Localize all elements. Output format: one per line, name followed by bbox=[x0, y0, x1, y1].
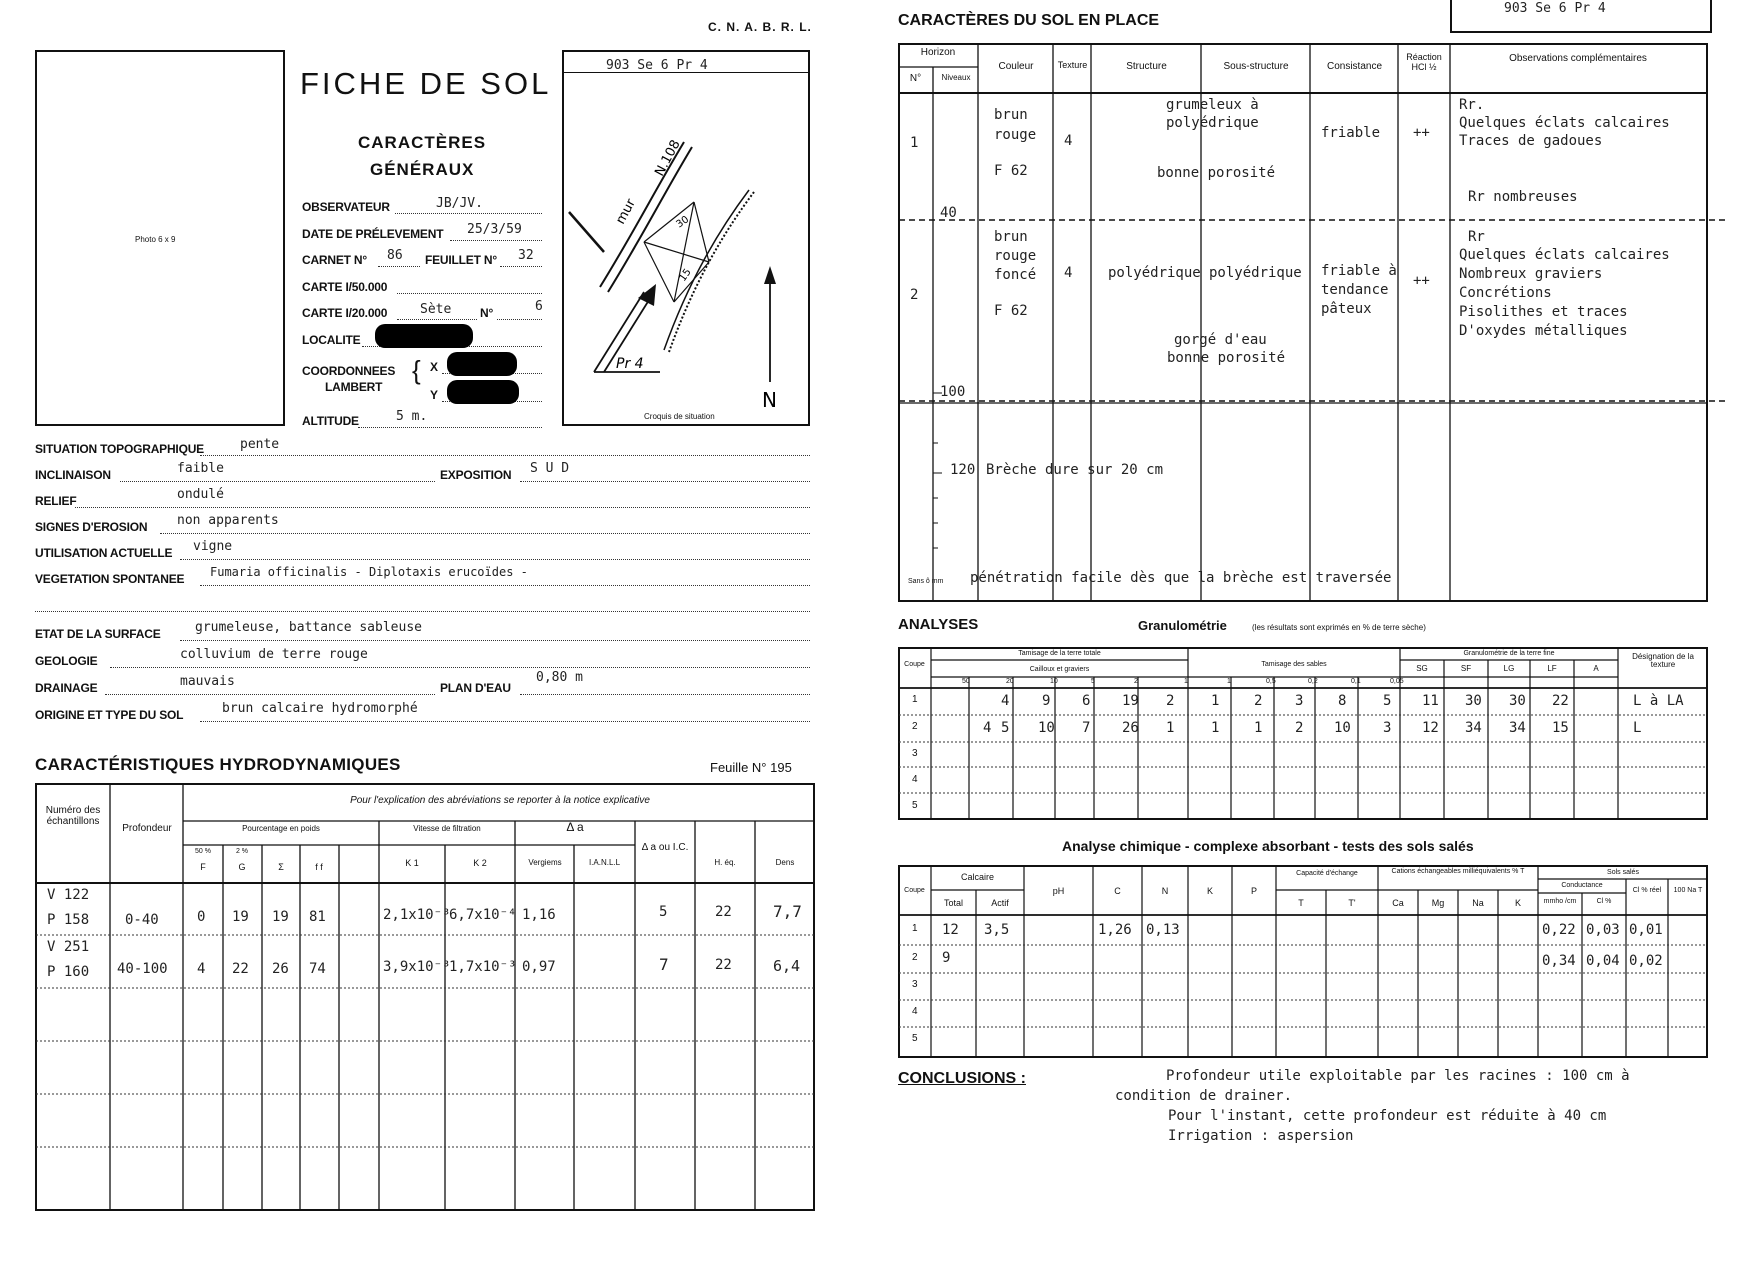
c1-c: 1,26 bbox=[1098, 922, 1132, 938]
vegetation-value: Fumaria officinalis - Diplotaxis erucoïdes - bbox=[210, 565, 528, 579]
granulo-coupe-1: 1 bbox=[912, 694, 918, 705]
g1-s3: 2 bbox=[1254, 693, 1263, 709]
c2-cl: 0,04 bbox=[1586, 953, 1620, 969]
hdr-horizon: Horizon bbox=[920, 47, 956, 58]
chem-h-na: Na bbox=[1472, 898, 1484, 908]
g1-s5: 8 bbox=[1338, 693, 1347, 709]
north-label: N bbox=[762, 388, 777, 412]
inclinaison-label: INCLINAISON bbox=[35, 468, 111, 482]
h2-couleur-3: foncé bbox=[994, 267, 1037, 283]
hydro-sub-50: 50 % bbox=[195, 848, 211, 855]
exposition-label: EXPOSITION bbox=[440, 468, 512, 482]
hydro-r2-num2: P 160 bbox=[47, 964, 90, 980]
erosion-label: SIGNES D'EROSION bbox=[35, 520, 148, 534]
hydro-r2-s: 26 bbox=[272, 961, 289, 977]
observateur-label: OBSERVATEUR bbox=[302, 200, 390, 214]
horizon-table-content bbox=[898, 43, 1708, 603]
hydro-r2-dens: 6,4 bbox=[773, 957, 801, 975]
h1-obs-2: Quelques éclats calcaires bbox=[1459, 115, 1670, 131]
g2-v10: 10 bbox=[1038, 720, 1055, 736]
carte20-value: Sète bbox=[420, 302, 452, 317]
granulo-coupe-2: 2 bbox=[912, 721, 918, 732]
hydro-h-g: G bbox=[238, 862, 246, 872]
altitude-label: ALTITUDE bbox=[302, 414, 359, 428]
h1-couleur-1: brun bbox=[994, 107, 1028, 123]
c1-total: 12 bbox=[942, 922, 959, 938]
granulo-title: Granulométrie bbox=[1138, 618, 1227, 633]
chem-h-actif: Actif bbox=[991, 898, 1009, 908]
depth-40: 40 bbox=[940, 205, 957, 221]
drainage-label: DRAINAGE bbox=[35, 681, 98, 695]
g1-v2: 19 bbox=[1122, 693, 1139, 709]
chem-coupe-3: 3 bbox=[912, 979, 918, 990]
g2-s4: 2 bbox=[1295, 720, 1304, 736]
hydro-table-content bbox=[35, 783, 815, 1213]
altitude-value: 5 m. bbox=[396, 409, 428, 424]
g1-lf: 30 bbox=[1509, 693, 1526, 709]
chem-h-c: C bbox=[1114, 886, 1121, 896]
g2-lf: 34 bbox=[1509, 720, 1526, 736]
g2-v50: 4 bbox=[983, 720, 992, 736]
utilisation-label: UTILISATION ACTUELLE bbox=[35, 546, 173, 560]
observateur-value: JB/JV. bbox=[436, 196, 483, 211]
granulo-size-5: 5 bbox=[1091, 678, 1095, 685]
sketch-dist-a: 30 bbox=[674, 214, 692, 231]
hydro-col-delta: Δ a bbox=[566, 820, 584, 834]
g1-sg: 5 bbox=[1383, 693, 1392, 709]
sketch-wall-label: mur bbox=[613, 196, 639, 227]
chem-h-coupe: Coupe bbox=[904, 887, 925, 894]
sketch-road-label: N.108 bbox=[652, 137, 684, 179]
hydro-r1-k2: 6,7x10⁻⁴ bbox=[449, 907, 517, 923]
h1-obs-3: Traces de gadoues bbox=[1459, 133, 1603, 149]
feuillet-line bbox=[500, 266, 542, 267]
hydro-r1-f: 0 bbox=[197, 909, 206, 925]
feuillet-label: FEUILLET N° bbox=[425, 253, 497, 267]
g2-s5: 10 bbox=[1334, 720, 1351, 736]
hydro-h-verg: Vergiems bbox=[528, 858, 562, 867]
right-ref-box bbox=[1450, 0, 1712, 33]
h1-couleur-2: rouge bbox=[994, 127, 1037, 143]
c2-total: 9 bbox=[942, 950, 951, 966]
date-label: DATE DE PRÉLEVEMENT bbox=[302, 227, 444, 241]
chem-h-capacite: Capacité d'échange bbox=[1296, 870, 1358, 877]
chem-h-k: K bbox=[1206, 886, 1213, 896]
utilisation-value: vigne bbox=[193, 539, 233, 554]
hydro-r1-verg: 1,16 bbox=[522, 907, 556, 923]
org-code: C. N. A. B. R. L. bbox=[708, 20, 812, 34]
g2-v20: 5 bbox=[1001, 720, 1010, 736]
hydro-h-dens: Dens bbox=[775, 858, 795, 867]
hydro-r1-k1: 2,1x10⁻³ bbox=[383, 907, 451, 923]
granulo-size-1b: 1 bbox=[1227, 678, 1231, 685]
h2-sous-3: bonne porosité bbox=[1167, 350, 1286, 366]
hydro-feuille: Feuille N° 195 bbox=[710, 760, 792, 775]
vegetation-label: VEGETATION SPONTANEE bbox=[35, 572, 185, 586]
c2-cl2: 0,02 bbox=[1629, 953, 1663, 969]
bottom-label: Sans ô mm bbox=[908, 578, 944, 585]
localite-label: LOCALITE bbox=[302, 333, 361, 347]
feuillet-value: 32 bbox=[518, 248, 534, 263]
g1-sf: 11 bbox=[1422, 693, 1439, 709]
g2-s1: 1 bbox=[1166, 720, 1175, 736]
granulo-coupe-4: 4 bbox=[912, 774, 918, 785]
date-value: 25/3/59 bbox=[467, 222, 522, 237]
chem-title: Analyse chimique - complexe absorbant - tests des sols salés bbox=[1062, 838, 1474, 854]
carte20-line bbox=[397, 319, 477, 320]
h2-consistance-3: pâteux bbox=[1321, 301, 1372, 317]
g2-lg: 34 bbox=[1465, 720, 1482, 736]
hydro-r2-prof: 40-100 bbox=[117, 961, 168, 977]
chem-coupe-5: 5 bbox=[912, 1033, 918, 1044]
hydro-r2-k1: 3,9x10⁻³ bbox=[383, 959, 451, 975]
section-subtitle-2: GÉNÉRAUX bbox=[370, 160, 475, 179]
h2-hcl: ++ bbox=[1413, 273, 1430, 289]
h2-structure: polyédrique bbox=[1108, 265, 1201, 281]
chem-h-na100: 100 Na T bbox=[1673, 887, 1703, 894]
conclusion-line-3: Pour l'instant, cette profondeur est réduite à 40 cm bbox=[1168, 1108, 1607, 1124]
no-value: 6 bbox=[535, 299, 543, 314]
hydro-r1-delta: 5 bbox=[659, 904, 668, 920]
hydro-r2-verg: 0,97 bbox=[522, 959, 556, 975]
hydro-r2-delta: 7 bbox=[659, 955, 669, 974]
g2-a: 15 bbox=[1552, 720, 1569, 736]
geologie-line bbox=[110, 667, 810, 668]
g2-v5: 7 bbox=[1082, 720, 1091, 736]
granulo-size-01: 0,1 bbox=[1351, 678, 1361, 685]
hdr-structure: Structure bbox=[1126, 61, 1167, 72]
situation-sketch bbox=[564, 52, 808, 424]
hydro-h-delta: Δ a ou I.C. bbox=[641, 842, 689, 853]
coord-brace: { bbox=[412, 355, 421, 385]
chem-h-k2: K bbox=[1514, 898, 1521, 908]
x-redaction bbox=[447, 352, 517, 376]
g2-s3: 1 bbox=[1254, 720, 1263, 736]
surface-line bbox=[180, 640, 810, 641]
analyses-title: ANALYSES bbox=[898, 616, 979, 633]
carte50-line bbox=[397, 293, 542, 294]
hdr-texture: Texture bbox=[1057, 60, 1088, 70]
no-line bbox=[497, 319, 542, 320]
hydro-h-f: F bbox=[200, 862, 206, 872]
chem-table-content bbox=[898, 865, 1710, 1060]
chem-h-calcaire: Calcaire bbox=[960, 872, 994, 882]
vegetation-line bbox=[200, 585, 810, 586]
sketch-ref: 903 Se 6 Pr 4 bbox=[606, 58, 708, 73]
drainage-value: mauvais bbox=[180, 674, 235, 689]
hdr-obs: Observations complémentaires bbox=[1509, 53, 1647, 64]
granulo-h-tamisage: Tamisage de la terre totale bbox=[1018, 650, 1101, 657]
exposition-value: S U D bbox=[530, 461, 570, 476]
sketch-box bbox=[562, 50, 810, 426]
g1-lg: 30 bbox=[1465, 693, 1482, 709]
surface-value: grumeleuse, battance sableuse bbox=[195, 620, 422, 635]
hydro-h-k2: K 2 bbox=[473, 858, 487, 868]
granulo-h-coupe: Coupe bbox=[904, 661, 925, 668]
erosion-value: non apparents bbox=[177, 513, 279, 528]
h2-no: 2 bbox=[910, 287, 919, 303]
h2-obs-2: Quelques éclats calcaires bbox=[1459, 247, 1670, 263]
h1-structure-2: polyédrique bbox=[1166, 115, 1259, 131]
granulo-fine-a: A bbox=[1593, 664, 1599, 673]
h1-consistance: friable bbox=[1321, 125, 1381, 141]
chem-h-cl2: Cl % réel bbox=[1632, 887, 1662, 894]
hydro-r1-ff: 81 bbox=[309, 909, 326, 925]
h2-couleur-1: brun bbox=[994, 229, 1028, 245]
localite-redaction bbox=[375, 324, 473, 348]
h2-sous-2: gorgé d'eau bbox=[1174, 332, 1267, 348]
photo-label: Photo 6 x 9 bbox=[135, 235, 176, 244]
plan-line bbox=[520, 694, 810, 695]
granulo-size-10: 10 bbox=[1050, 678, 1058, 685]
hydro-r2-ff: 74 bbox=[309, 961, 326, 977]
hydro-r1-g: 19 bbox=[232, 909, 249, 925]
c1-cl: 0,03 bbox=[1586, 922, 1620, 938]
sketch-caption: Croquis de situation bbox=[644, 412, 715, 421]
granulo-fine-sg: SG bbox=[1416, 664, 1428, 673]
carnet-value: 86 bbox=[387, 248, 403, 263]
depth-120: 120 bbox=[950, 462, 976, 478]
h1-structure-1: grumeleux à bbox=[1166, 97, 1259, 113]
c1-n: 0,13 bbox=[1146, 922, 1180, 938]
granulo-coupe-5: 5 bbox=[912, 800, 918, 811]
chem-h-conduct: Conductance bbox=[1561, 882, 1603, 889]
granulo-size-1: 1 bbox=[1184, 678, 1188, 685]
origine-value: brun calcaire hydromorphé bbox=[222, 701, 418, 716]
hdr-no: N° bbox=[909, 73, 922, 84]
chem-h-n: N bbox=[1161, 886, 1169, 896]
chem-h-cl: Cl % bbox=[1596, 898, 1612, 905]
h2-consistance-1: friable à bbox=[1321, 263, 1397, 279]
hydro-h-heq: H. éq. bbox=[714, 858, 736, 867]
drainage-line bbox=[105, 694, 435, 695]
g2-sg: 3 bbox=[1383, 720, 1392, 736]
inclinaison-value: faible bbox=[177, 461, 224, 476]
c2-cond: 0,34 bbox=[1542, 953, 1576, 969]
chem-h-sels: Sols salés bbox=[1607, 869, 1639, 876]
right-title: CARACTÈRES DU SOL EN PLACE bbox=[898, 12, 1160, 29]
situation-label: SITUATION TOPOGRAPHIQUE bbox=[35, 442, 204, 456]
h2-obs-1: Rr bbox=[1468, 229, 1485, 245]
altitude-line bbox=[358, 427, 542, 428]
section-subtitle-1: CARACTÈRES bbox=[358, 133, 487, 152]
y-label: Y bbox=[430, 388, 438, 402]
h1-couleur-3: F 62 bbox=[994, 163, 1028, 179]
hydro-r2-g: 22 bbox=[232, 961, 249, 977]
g1-s1: 2 bbox=[1166, 693, 1175, 709]
granulo-coupe-3: 3 bbox=[912, 748, 918, 759]
h2-couleur-4: F 62 bbox=[994, 303, 1028, 319]
situation-value: pente bbox=[240, 437, 280, 452]
granulo-size-2: 2 bbox=[1134, 678, 1138, 685]
geologie-label: GEOLOGIE bbox=[35, 654, 98, 668]
origine-line bbox=[200, 721, 810, 722]
h2-obs-5: Pisolithes et traces bbox=[1459, 304, 1628, 320]
granulo-h-cailloux: Cailloux et graviers bbox=[1029, 666, 1090, 673]
y-redaction bbox=[447, 380, 519, 404]
situation-line bbox=[200, 455, 810, 456]
granulo-size-50: 50 bbox=[962, 678, 970, 685]
g1-v5: 6 bbox=[1082, 693, 1091, 709]
granulo-table-content bbox=[898, 647, 1710, 822]
hydro-r1-dens: 7,7 bbox=[773, 902, 802, 921]
granulo-fine-sf: SF bbox=[1460, 664, 1472, 673]
utilisation-line bbox=[180, 559, 810, 560]
c1-actif: 3,5 bbox=[984, 922, 1010, 938]
granulo-fine-lf: LF bbox=[1547, 664, 1557, 673]
observateur-line bbox=[395, 213, 542, 214]
hydro-r1-s: 19 bbox=[272, 909, 289, 925]
chem-h-p: P bbox=[1250, 886, 1257, 896]
h1-hcl: ++ bbox=[1413, 125, 1430, 141]
hydro-r2-heq: 22 bbox=[715, 957, 732, 973]
carnet-label: CARNET N° bbox=[302, 253, 367, 267]
depth-100: 100 bbox=[940, 384, 966, 400]
hydro-note: Pour l'explication des abréviations se reporter à la notice explicative bbox=[350, 795, 650, 806]
granulo-h-designation: Désignation de la texture bbox=[1632, 652, 1694, 670]
g2-s2: 1 bbox=[1211, 720, 1220, 736]
chem-h-ph: pH bbox=[1052, 886, 1065, 896]
hydro-r1-num1: V 122 bbox=[47, 887, 90, 903]
chem-coupe-2: 2 bbox=[912, 952, 918, 963]
granulo-size-05: 0,5 bbox=[1266, 678, 1276, 685]
hydro-h-ff: f f bbox=[315, 862, 323, 872]
carte50-label: CARTE I/50.000 bbox=[302, 280, 388, 294]
c1-cl2: 0,01 bbox=[1629, 922, 1663, 938]
granulo-note: (les résultats sont exprimés en % de terre sèche) bbox=[1252, 623, 1426, 632]
g1-v20: 4 bbox=[1001, 693, 1010, 709]
h1-no: 1 bbox=[910, 135, 919, 151]
carnet-line bbox=[378, 266, 420, 267]
hydro-r1-heq: 22 bbox=[715, 904, 732, 920]
no-label: N° bbox=[480, 306, 494, 320]
hydro-col-vit: Vitesse de filtration bbox=[413, 824, 481, 833]
hydro-title: CARACTÉRISTIQUES HYDRODYNAMIQUES bbox=[35, 755, 401, 774]
h2-couleur-2: rouge bbox=[994, 248, 1037, 264]
granulo-fine-lg: LG bbox=[1503, 664, 1515, 673]
hdr-consistance: Consistance bbox=[1326, 61, 1383, 72]
g2-v2: 26 bbox=[1122, 720, 1139, 736]
hydro-col-pct: Pourcentage en poids bbox=[242, 824, 320, 833]
relief-line bbox=[75, 507, 810, 508]
granulo-size-02: 0,2 bbox=[1308, 678, 1318, 685]
hydro-r1-prof: 0-40 bbox=[125, 912, 159, 928]
h1-structure-3: bonne porosité bbox=[1157, 165, 1276, 181]
sketch-pr-label: Pr 4 bbox=[616, 356, 644, 372]
hydro-r2-f: 4 bbox=[197, 961, 206, 977]
conclusion-line-2: condition de drainer. bbox=[1115, 1088, 1293, 1104]
hdr-reaction: Réaction HCl ½ bbox=[1406, 52, 1442, 72]
hydro-h-k1: K 1 bbox=[405, 858, 419, 868]
h1-obs-4: Rr nombreuses bbox=[1468, 189, 1578, 205]
hydro-col-num: Numéro des échantillons bbox=[45, 805, 101, 827]
hydro-col-prof: Profondeur bbox=[122, 823, 172, 834]
breche-note: Brèche dure sur 20 cm bbox=[986, 462, 1164, 478]
erosion-line bbox=[160, 533, 810, 534]
g1-v10: 9 bbox=[1042, 693, 1051, 709]
surface-label: ETAT DE LA SURFACE bbox=[35, 627, 161, 641]
chem-h-tp: T' bbox=[1348, 898, 1356, 908]
relief-label: RELIEF bbox=[35, 494, 77, 508]
hdr-couleur: Couleur bbox=[998, 61, 1034, 72]
granulo-size-20: 20 bbox=[1006, 678, 1014, 685]
granulo-h-fine: Granulométrie de la terre fine bbox=[1463, 650, 1555, 657]
c1-cond: 0,22 bbox=[1542, 922, 1576, 938]
x-label: X bbox=[430, 360, 438, 374]
carte20-label: CARTE I/20.000 bbox=[302, 306, 388, 320]
origine-label: ORIGINE ET TYPE DU SOL bbox=[35, 708, 184, 722]
vegetation-line-2 bbox=[35, 611, 810, 612]
hydro-sub-2: 2 % bbox=[235, 848, 249, 855]
hydro-r2-k2: 1,7x10⁻³ bbox=[449, 959, 517, 975]
h2-texture: 4 bbox=[1064, 265, 1073, 281]
bottom-note: pénétration facile dès que la brèche est traversée bbox=[970, 570, 1392, 586]
plan-label: PLAN D'EAU bbox=[440, 681, 511, 695]
chem-h-cond-sub: mmho /cm bbox=[1543, 898, 1577, 905]
g1-s4: 3 bbox=[1295, 693, 1304, 709]
g1-a: 22 bbox=[1552, 693, 1569, 709]
hdr-sous: Sous-structure bbox=[1223, 61, 1289, 72]
chem-coupe-4: 4 bbox=[912, 1006, 918, 1017]
chem-h-cations: Cations échangeables milliéquivalents % T bbox=[1391, 868, 1525, 875]
exposition-line bbox=[520, 481, 810, 482]
hydro-r2-num1: V 251 bbox=[47, 939, 90, 955]
date-line bbox=[450, 240, 542, 241]
plan-value: 0,80 m bbox=[536, 670, 583, 685]
photo-box bbox=[35, 50, 285, 426]
chem-h-mg: Mg bbox=[1431, 898, 1445, 908]
right-ref: 903 Se 6 Pr 4 bbox=[1504, 1, 1606, 16]
coord-label-2: LAMBERT bbox=[325, 380, 383, 394]
hydro-r1-num2: P 158 bbox=[47, 912, 90, 928]
conclusion-line-4: Irrigation : aspersion bbox=[1168, 1128, 1354, 1144]
granulo-h-sables: Tamisage des sables bbox=[1261, 661, 1327, 668]
geologie-value: colluvium de terre rouge bbox=[180, 647, 368, 662]
hydro-h-sigma: Σ bbox=[278, 862, 284, 872]
sketch-dist-b: 15 bbox=[677, 266, 694, 284]
h2-consistance-2: tendance bbox=[1321, 282, 1389, 298]
coord-label-1: COORDONNEES bbox=[302, 364, 396, 378]
h1-texture: 4 bbox=[1064, 133, 1073, 149]
granulo-size-005: 0,05 bbox=[1390, 678, 1404, 685]
g1-s2: 1 bbox=[1211, 693, 1220, 709]
h2-sous-1: polyédrique bbox=[1209, 265, 1302, 281]
conclusion-line-1: Profondeur utile exploitable par les racines : 100 cm à bbox=[1166, 1068, 1630, 1084]
h2-obs-4: Concrétions bbox=[1459, 285, 1552, 301]
chem-coupe-1: 1 bbox=[912, 923, 918, 934]
chem-h-t: T bbox=[1298, 898, 1304, 908]
h2-obs-6: D'oxydes métalliques bbox=[1459, 323, 1628, 339]
inclinaison-line bbox=[120, 481, 435, 482]
hdr-niveau: Niveaux bbox=[941, 73, 971, 82]
hydro-h-ian: I.A.N.L.L bbox=[588, 858, 621, 867]
chem-h-ca: Ca bbox=[1392, 898, 1404, 908]
form-title: FICHE DE SOL bbox=[300, 66, 552, 101]
relief-value: ondulé bbox=[177, 487, 224, 502]
conclusions-title: CONCLUSIONS : bbox=[898, 1070, 1026, 1087]
g2-sf: 12 bbox=[1422, 720, 1439, 736]
h2-obs-3: Nombreux graviers bbox=[1459, 266, 1603, 282]
g1-des: L à LA bbox=[1633, 693, 1684, 709]
chem-h-total: Total bbox=[943, 898, 963, 908]
g2-des: L bbox=[1633, 720, 1642, 736]
h1-obs-1: Rr. bbox=[1459, 97, 1485, 113]
